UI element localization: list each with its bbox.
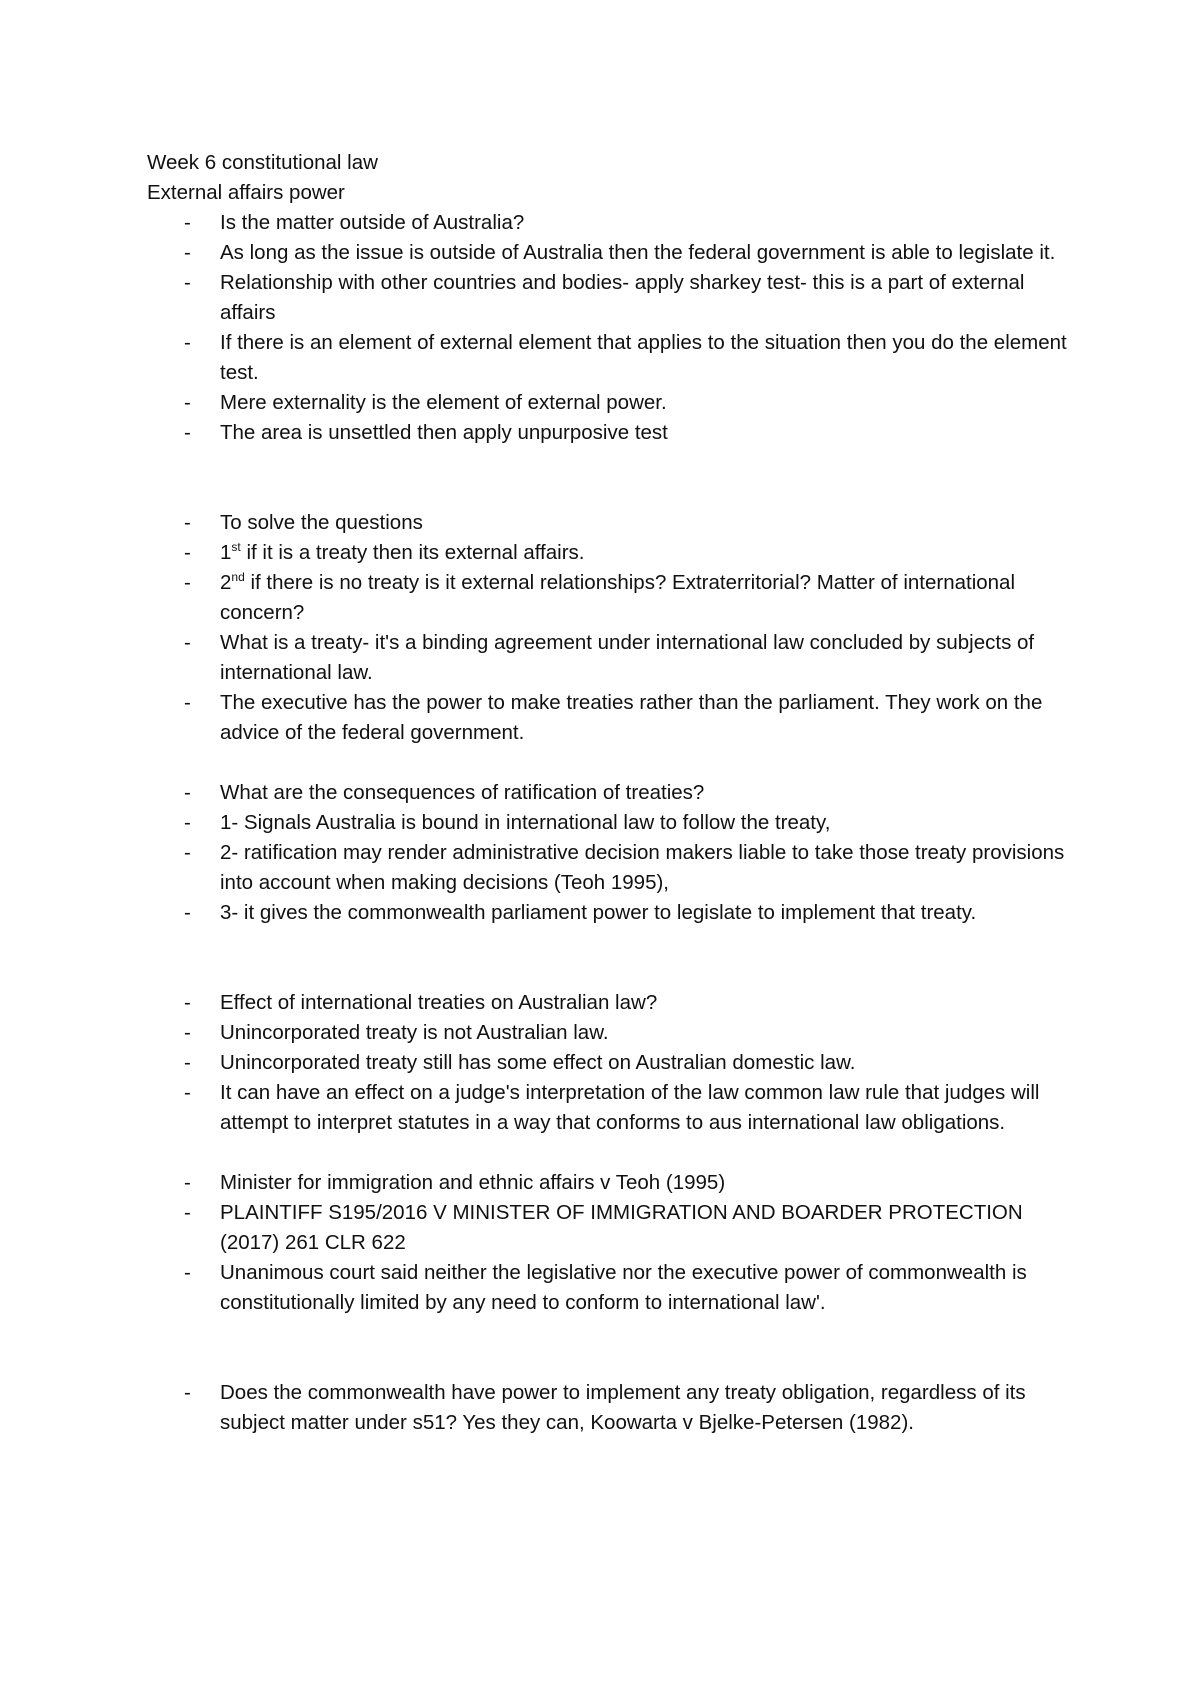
list-item-text: PLAINTIFF S195/2016 V MINISTER OF IMMIGRATION AND BOARDER PROTECTION (2017) 261 CLR 622	[220, 1201, 1023, 1254]
list-item-text: If there is an element of external element that applies to the situation then you do the element test.	[220, 331, 1067, 384]
bullet-list-treaty-effects	[147, 988, 1067, 1138]
list-item-text: 2- ratification may render administrative decision makers liable to take those treaty provisions into account when making decisions (Teoh 1995),	[220, 841, 1065, 894]
spacer	[147, 1318, 1067, 1378]
list-item-text: The executive has the power to make treaties rather than the parliament. They work on the advice of the federal government.	[220, 691, 1043, 744]
ordinal-suffix: nd	[231, 570, 245, 585]
dash-marker: -	[184, 331, 191, 354]
list-item	[147, 628, 1067, 688]
dash-marker: -	[184, 631, 191, 654]
list-item-text: Unanimous court said neither the legislative nor the executive power of commonwealth is constitutionally limited by any need to conform to international law'.	[220, 1261, 1027, 1314]
list-item-text: What is a treaty- it's a binding agreement under international law concluded by subjects of international law.	[220, 631, 1035, 684]
list-item-text: Mere externality is the element of external power.	[220, 391, 667, 414]
list-item	[147, 538, 1067, 568]
list-item	[147, 1258, 1067, 1318]
document-subtitle: External affairs power	[147, 181, 345, 204]
spacer	[147, 748, 1067, 778]
list-item	[147, 508, 1067, 538]
list-item-text: if there is no treaty is it external relationships? Extraterritorial? Matter of international concern?	[220, 571, 1016, 624]
list-item	[147, 1378, 1067, 1438]
list-item-text: To solve the questions	[220, 511, 423, 534]
list-item	[147, 808, 1067, 838]
dash-marker: -	[184, 1201, 191, 1224]
list-item	[147, 1078, 1067, 1138]
spacer	[147, 928, 1067, 988]
dash-marker: -	[184, 991, 191, 1014]
ordinal-number: 1	[220, 541, 232, 564]
spacer	[147, 448, 1067, 508]
dash-marker: -	[184, 391, 191, 414]
list-item	[147, 898, 1067, 928]
list-item	[147, 688, 1067, 748]
list-item-text: The area is unsettled then apply unpurposive test	[220, 421, 668, 444]
list-item	[147, 988, 1067, 1018]
list-item-text: It can have an effect on a judge's interpretation of the law common law rule that judges will attempt to interpret statutes in a way that conforms to aus international law obligations.	[220, 1081, 1040, 1134]
list-item-text: 1- Signals Australia is bound in international law to follow the treaty,	[220, 811, 831, 834]
list-item-text: Unincorporated treaty still has some effect on Australian domestic law.	[220, 1051, 856, 1074]
bullet-list-cases	[147, 1168, 1067, 1318]
list-item-text: 3- it gives the commonwealth parliament power to legislate to implement that treaty.	[220, 901, 977, 924]
list-item-text: if it is a treaty then its external affairs.	[240, 541, 585, 564]
list-item	[147, 1048, 1067, 1078]
dash-marker: -	[184, 811, 191, 834]
dash-marker: -	[184, 781, 191, 804]
list-item-text: Relationship with other countries and bodies- apply sharkey test- this is a part of external affairs	[220, 271, 1025, 324]
bullet-list-external-affairs	[147, 208, 1067, 448]
list-item-text: Minister for immigration and ethnic affairs v Teoh (1995)	[220, 1171, 726, 1194]
dash-marker: -	[184, 1261, 191, 1284]
dash-marker: -	[184, 541, 191, 564]
dash-marker: -	[184, 421, 191, 444]
list-item-text: Is the matter outside of Australia?	[220, 211, 525, 234]
dash-marker: -	[184, 1021, 191, 1044]
document-body	[147, 148, 1067, 1438]
list-item-text: Unincorporated treaty is not Australian law.	[220, 1021, 609, 1044]
dash-marker: -	[184, 511, 191, 534]
dash-marker: -	[184, 571, 191, 594]
list-item	[147, 838, 1067, 898]
list-item	[147, 418, 1067, 448]
list-item	[147, 388, 1067, 418]
dash-marker: -	[184, 211, 191, 234]
dash-marker: -	[184, 1171, 191, 1194]
list-item-text: Effect of international treaties on Australian law?	[220, 991, 658, 1014]
document-title: Week 6 constitutional law	[147, 151, 378, 174]
list-item	[147, 568, 1067, 628]
dash-marker: -	[184, 1051, 191, 1074]
list-item	[147, 238, 1067, 268]
dash-marker: -	[184, 901, 191, 924]
bullet-list-solving-questions	[147, 508, 1067, 748]
list-item-text: As long as the issue is outside of Australia then the federal government is able to legislate it.	[220, 241, 1056, 264]
ordinal-number: 2	[220, 571, 232, 594]
bullet-list-ratification	[147, 778, 1067, 928]
dash-marker: -	[184, 1081, 191, 1104]
dash-marker: -	[184, 841, 191, 864]
dash-marker: -	[184, 1381, 191, 1404]
list-item	[147, 1168, 1067, 1198]
bullet-list-s51	[147, 1378, 1067, 1438]
list-item	[147, 268, 1067, 328]
list-item-text: What are the consequences of ratification of treaties?	[220, 781, 705, 804]
list-item	[147, 208, 1067, 238]
list-item	[147, 1018, 1067, 1048]
dash-marker: -	[184, 271, 191, 294]
ordinal-suffix: st	[231, 540, 241, 555]
spacer	[147, 1138, 1067, 1168]
dash-marker: -	[184, 241, 191, 264]
list-item	[147, 328, 1067, 388]
list-item	[147, 778, 1067, 808]
list-item	[147, 1198, 1067, 1258]
dash-marker: -	[184, 691, 191, 714]
list-item-text: Does the commonwealth have power to implement any treaty obligation, regardless of its subject matter under s51? Yes they can, Koowarta v Bjelke-Petersen (1982).	[220, 1381, 1026, 1434]
